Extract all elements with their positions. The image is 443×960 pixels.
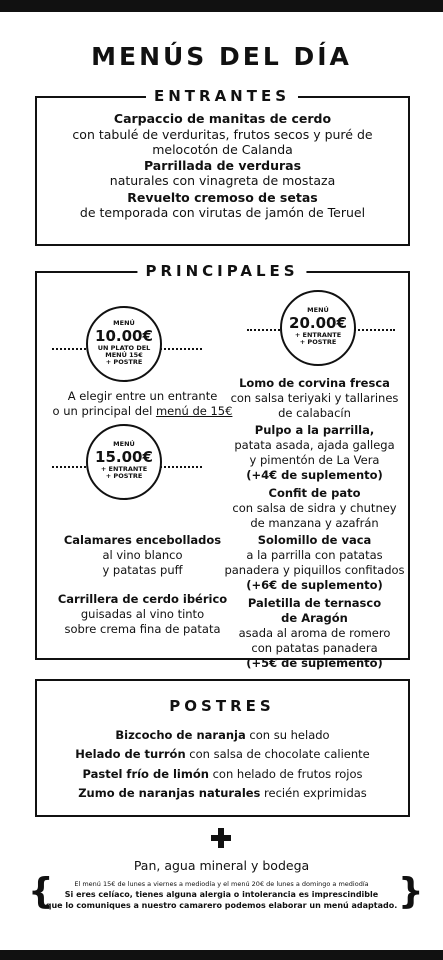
price-badge-20: [280, 290, 356, 366]
principal-name: Calamares encebollados: [63, 533, 222, 547]
allergy-note: Si eres celíaco, tienes alguna alergia o intolerancia es imprescindible: [64, 890, 379, 899]
postre-desc: con su helado: [245, 728, 330, 742]
entrante-desc: de temporada con virutas de jamón de Teruel: [79, 205, 366, 220]
badge-price: 15.00€: [95, 448, 153, 466]
badge-sub: + ENTRANTE: [100, 465, 148, 473]
badge-menu-label: MENÚ: [113, 440, 135, 448]
principal-desc: asada al aroma de romero: [238, 626, 391, 640]
postre-name: Pastel frío de limón: [82, 767, 209, 781]
postres-heading: POSTRES: [169, 697, 275, 715]
principal-name: Solomillo de vaca: [257, 533, 372, 547]
entrante-name: Revuelto cremoso de setas: [127, 190, 318, 205]
entrante-desc: melocotón de Calanda: [152, 142, 293, 157]
principal-desc: de manzana y azafrán: [250, 516, 379, 530]
principal-desc: panadera y piquillos confitados: [224, 563, 405, 577]
badge-price: 10.00€: [95, 327, 153, 345]
elegir-text: A elegir entre un entrante: [67, 389, 218, 403]
top-bar: [0, 0, 443, 12]
principal-desc: con salsa de sidra y chutney: [232, 501, 397, 515]
principal-name: Paletilla de ternasco: [247, 596, 382, 610]
principal-name: Pulpo a la parrilla,: [254, 423, 375, 437]
postre-desc: recién exprimidas: [260, 786, 367, 800]
entrante-name: Parrillada de verduras: [143, 158, 302, 173]
principal-name: Carrillera de cerdo ibérico: [57, 592, 228, 606]
badge-price: 20.00€: [289, 314, 347, 332]
principal-desc: y patatas puff: [102, 563, 183, 577]
badge-sub: + POSTRE: [105, 472, 143, 480]
principal-desc: con salsa teriyaki y tallarines: [230, 391, 399, 405]
principal-desc: guisadas al vino tinto: [80, 607, 205, 621]
entrante-desc: naturales con vinagreta de mostaza: [109, 173, 336, 188]
allergy-note: que lo comuniques a nuestro camarero podemos elaborar un menú adaptado.: [45, 901, 398, 910]
badge-menu-label: MENÚ: [307, 306, 329, 314]
schedule-note: El menú 15€ de lunes a viernes a mediodía y el menú 20€ de lunes a domingo a mediodía: [74, 880, 369, 888]
bottom-bar: [0, 950, 443, 960]
elegir-text-prefix: o un principal del: [52, 404, 156, 418]
principal-desc: y pimentón de La Vera: [249, 453, 380, 467]
badge-sub: + POSTRE: [105, 358, 143, 366]
badge-sub: UN PLATO DEL: [97, 344, 151, 352]
principal-desc: a la parrilla con patatas: [246, 548, 383, 562]
principal-desc: de calabacín: [278, 406, 351, 420]
badge-menu-label: MENÚ: [113, 319, 135, 327]
principal-name: Confit de pato: [268, 486, 361, 500]
postre-name: Helado de turrón: [75, 747, 186, 761]
price-badge-15: [86, 424, 162, 500]
postre-desc: con salsa de chocolate caliente: [185, 747, 370, 761]
postre-name: Zumo de naranjas naturales: [78, 786, 261, 800]
entrantes-heading: ENTRANTES: [146, 87, 298, 105]
supplement: (+6€ de suplemento): [246, 578, 383, 592]
plus-icon: [211, 828, 231, 848]
supplement: (+4€ de suplemento): [246, 468, 383, 482]
badge-sub: + ENTRANTE: [294, 331, 342, 339]
elegir-menu-link: menú de 15€: [155, 404, 233, 418]
postre-name: Bizcocho de naranja: [115, 728, 246, 742]
entrante-desc: con tabulé de verduritas, frutos secos y puré de: [72, 127, 373, 142]
principal-name: de Aragón: [281, 611, 348, 625]
supplement: (+5€ de suplemento): [246, 656, 383, 670]
extras-text: Pan, agua mineral y bodega: [133, 858, 310, 873]
badge-sub: + POSTRE: [299, 338, 337, 346]
postre-item: [40, 786, 405, 801]
entrante-name: Carpaccio de manitas de cerdo: [113, 111, 332, 126]
left-brace-icon: {: [28, 871, 54, 912]
principal-name: Lomo de corvina fresca: [239, 376, 390, 390]
postre-desc: con helado de frutos rojos: [208, 767, 363, 781]
price-badge-10: [86, 306, 162, 382]
page-title: MENÚS DEL DÍA: [91, 42, 352, 71]
elegir-text-2: [40, 404, 245, 419]
principal-desc: sobre crema fina de patata: [64, 622, 221, 636]
postre-item: [40, 767, 405, 782]
postre-item: [40, 728, 405, 743]
principal-desc: con patatas panadera: [251, 641, 378, 655]
badge-sub: MENÚ 15€: [105, 351, 143, 359]
postre-item: [40, 747, 405, 762]
principal-desc: patata asada, ajada gallega: [234, 438, 395, 452]
principales-heading: PRINCIPALES: [137, 262, 306, 280]
right-brace-icon: }: [398, 871, 424, 912]
principal-desc: al vino blanco: [102, 548, 183, 562]
